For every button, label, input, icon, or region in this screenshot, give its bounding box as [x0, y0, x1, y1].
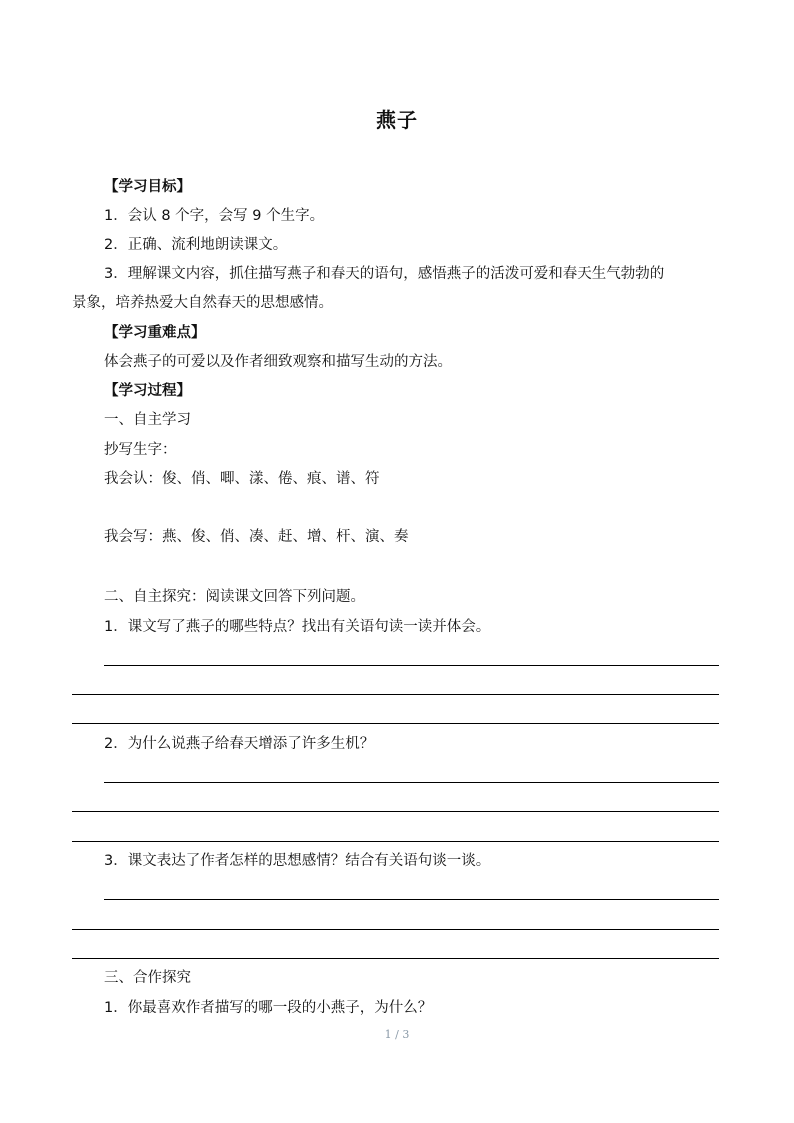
recognize-characters: 我会认：俊、俏、唧、漾、倦、痕、谱、符 [104, 471, 380, 487]
answer-line [104, 665, 719, 666]
answer-line [72, 929, 719, 930]
part2-question-1: 1．课文写了燕子的哪些特点？找出有关语句读一读并体会。 [104, 619, 491, 635]
part3-question-1: 1．你最喜欢作者描写的哪一段的小燕子，为什么？ [104, 1000, 433, 1016]
key-points-text: 体会燕子的可爱以及作者细致观察和描写生动的方法。 [104, 354, 452, 370]
copy-characters-label: 抄写生字： [104, 442, 177, 458]
page-indicator: 1 / 3 [384, 1028, 410, 1041]
goal-item-3: 3．理解课文内容，抓住描写燕子和春天的语句，感悟燕子的活泼可爱和春天生气勃勃的 [104, 266, 665, 282]
section-heading-process: 【学习过程】 [104, 382, 191, 399]
part2-heading: 二、自主探究：阅读课文回答下列问题。 [104, 589, 365, 605]
section-heading-key-points: 【学习重难点】 [104, 324, 206, 341]
answer-line [72, 723, 719, 724]
part1-heading: 一、自主学习 [104, 412, 191, 428]
part3-heading: 三、合作探究 [104, 970, 191, 986]
answer-line [72, 811, 719, 812]
answer-line [104, 899, 719, 900]
answer-line [72, 958, 719, 959]
goal-item-1: 1．会认 8 个字，会写 9 个生字。 [104, 208, 325, 224]
answer-line [72, 694, 719, 695]
document-title: 燕子 [376, 108, 418, 132]
goal-item-2: 2．正确、流利地朗读课文。 [104, 237, 288, 253]
section-heading-goals: 【学习目标】 [104, 178, 191, 195]
write-characters: 我会写：燕、俊、俏、凑、赶、增、杆、演、奏 [104, 529, 409, 545]
answer-line [104, 782, 719, 783]
part2-question-2: 2．为什么说燕子给春天增添了许多生机？ [104, 736, 375, 752]
part2-question-3: 3．课文表达了作者怎样的思想感情？结合有关语句谈一谈。 [104, 853, 491, 869]
goal-item-3-continued: 景象，培养热爱大自然春天的思想感情。 [72, 295, 333, 311]
answer-line [72, 841, 719, 842]
